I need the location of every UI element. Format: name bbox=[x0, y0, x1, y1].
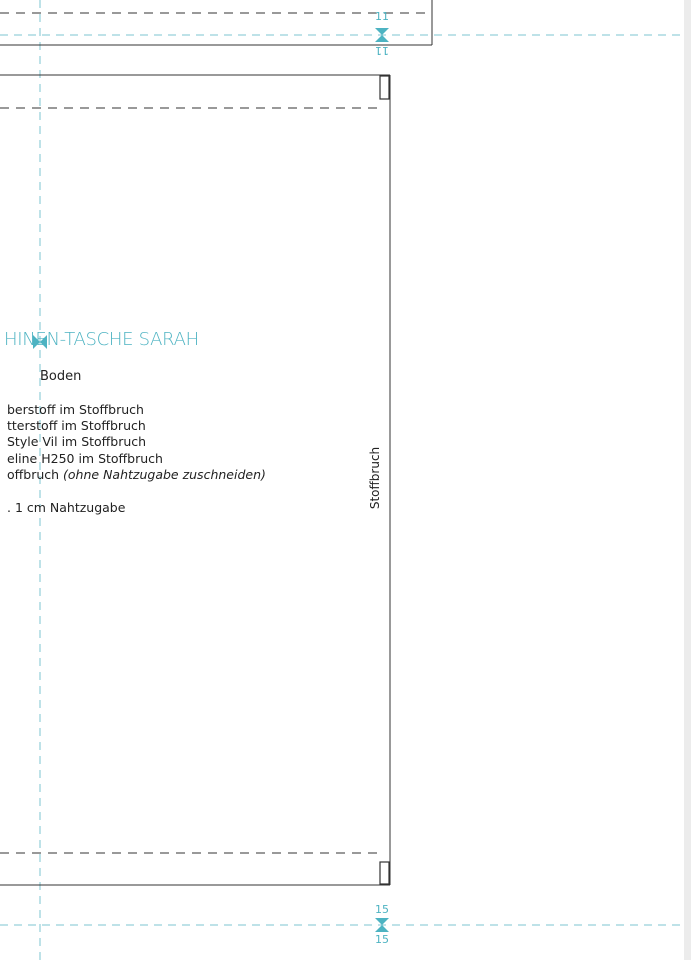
fold-marker-bottom bbox=[380, 862, 389, 884]
page-number-bottom-mirrored: 15 bbox=[375, 933, 389, 946]
page-number-top-mirrored: 11 bbox=[375, 44, 389, 57]
seam-allowance-note: . 1 cm Nahtzugabe bbox=[7, 500, 126, 515]
page-join-marker-top bbox=[375, 28, 389, 35]
page-join-marker-bottom bbox=[375, 918, 389, 925]
page-number-bottom: 15 bbox=[375, 903, 389, 916]
cutting-line: tterstoff im Stoffbruch bbox=[7, 418, 146, 434]
cutting-line: berstoff im Stoffbruch bbox=[7, 402, 144, 417]
piece-name: Boden bbox=[40, 369, 82, 384]
cutting-note: (ohne Nahtzugabe zuschneiden) bbox=[63, 466, 266, 482]
cutting-instructions bbox=[7, 402, 266, 483]
fold-marker-top bbox=[380, 76, 389, 99]
cutting-line: offbruch (ohne Nahtzugabe zuschneiden) bbox=[7, 466, 266, 482]
pattern-title: HINEN-TASCHE SARAH bbox=[4, 329, 199, 350]
page-number-top: 11 bbox=[375, 10, 389, 23]
page-join-marker-bottom bbox=[375, 925, 389, 932]
cutting-line: eline H250 im Stoffbruch bbox=[7, 450, 163, 466]
cutting-line: Style Vil im Stoffbruch bbox=[7, 434, 147, 450]
fold-label: Stoffbruch bbox=[368, 446, 382, 510]
page-join-marker-top bbox=[375, 35, 389, 42]
page-edge-shadow bbox=[684, 0, 691, 960]
